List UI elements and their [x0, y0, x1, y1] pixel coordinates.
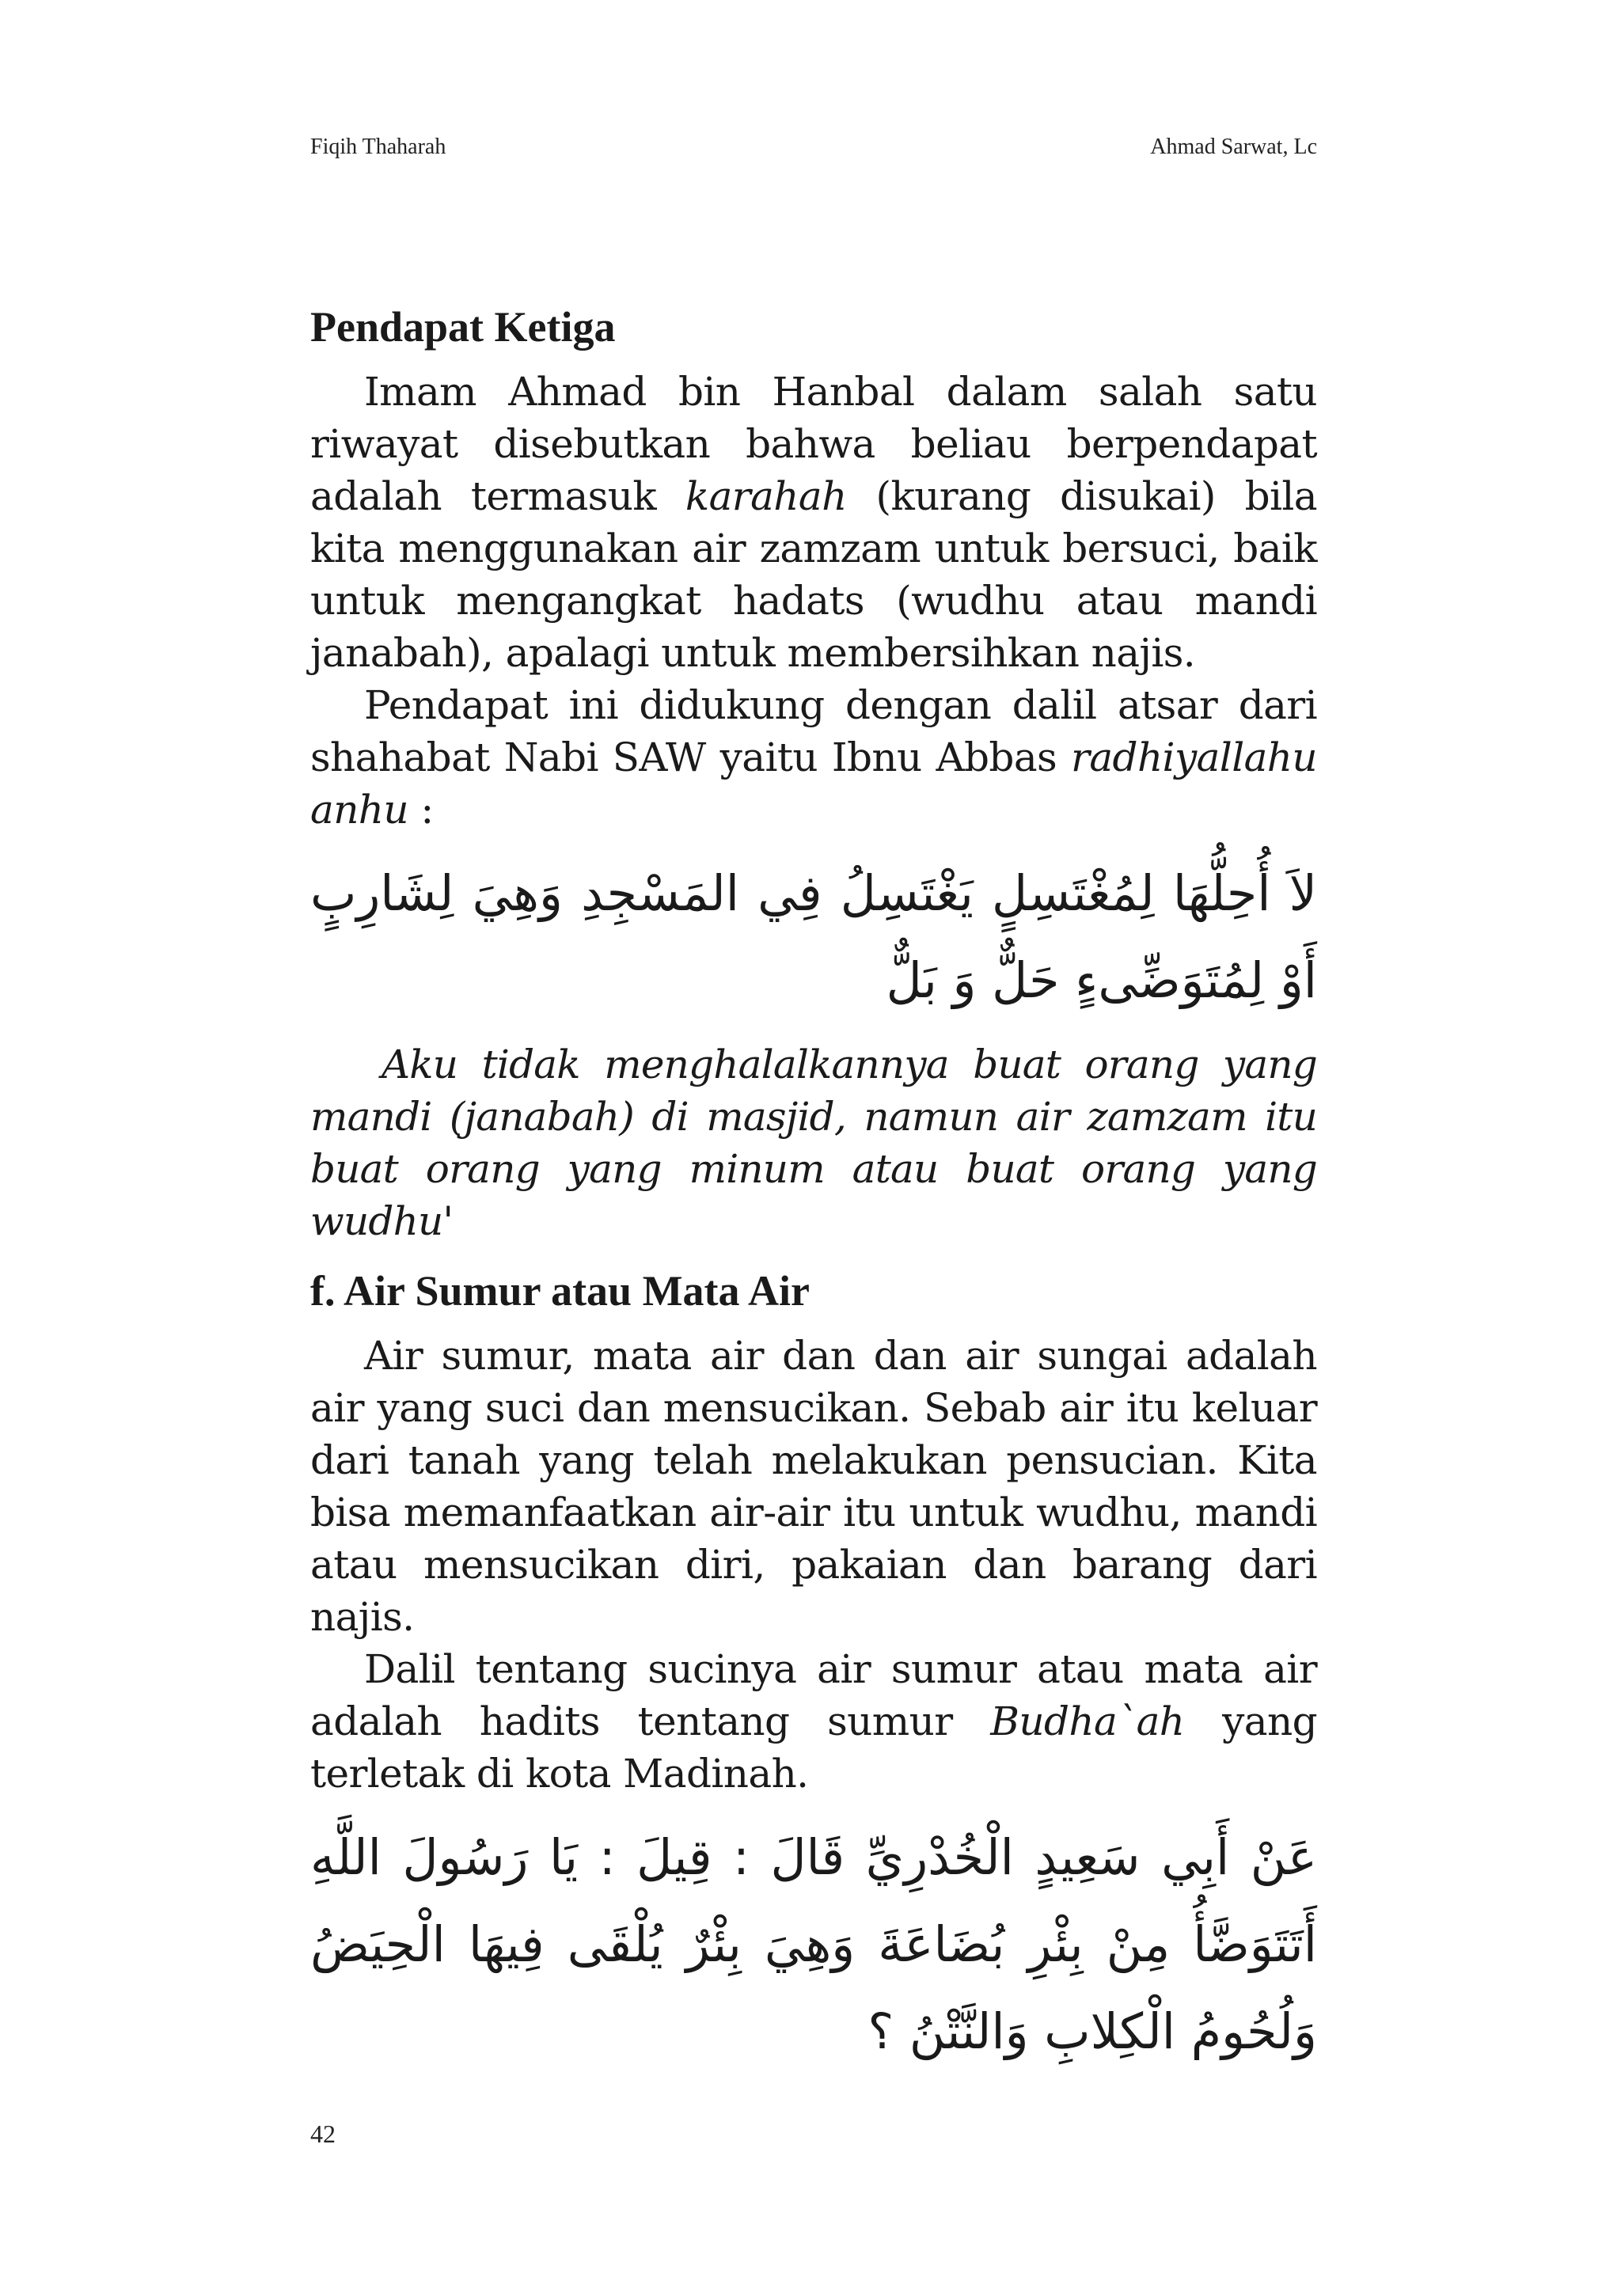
header-book-title: Fiqih Thaharah — [310, 135, 446, 159]
term-karahah: karahah — [685, 473, 847, 519]
arabic-hadits-budhaah: عَنْ أَبِي سَعِيدٍ الْخُدْرِيِّ قَالَ : قِيلَ : يَا رَسُولَ اللَّهِ أَتَتَوَضَّأُ مِنْ بِئْرِ بُضَاعَةَ وَهِيَ بِئْرٌ يُلْقَى فِيهَا الْحِيَضُ وَلُحُومُ الْكِلابِ وَالنَّتْنُ ؟ — [310, 1828, 1317, 2060]
section-heading-pendapat-ketiga: Pendapat Ketiga — [310, 303, 616, 351]
header-author: Ahmad Sarwat, Lc — [1150, 135, 1317, 159]
section-heading-air-sumur: f. Air Sumur atau Mata Air — [310, 1267, 810, 1315]
page-content — [310, 301, 1317, 2075]
paragraph-dalil-atsar: Pendapat ini didukung dengan dalil atsar dari shahabat Nabi SAW yaitu Ibnu Abbas radhiyallahu anhu : — [310, 682, 1317, 833]
translation-atsar: Aku tidak menghalalkannya buat orang yang mandi (janabah) di masjid, namun air zamzam itu buat orang yang minum atau buat orang yang wudhu' — [310, 1042, 1317, 1244]
term-budhaah: Budha`ah — [990, 1698, 1185, 1744]
paragraph-imam-ahmad: Imam Ahmad bin Hanbal dalam salah satu riwayat disebutkan bahwa beliau berpendapat adalah termasuk karahah (kurang disukai) bila kita menggunakan air zamzam untuk bersuci, baik untuk mengangkat hadats (wudhu atau mandi janabah), apalagi untuk membersihkan najis. — [310, 369, 1318, 676]
running-head — [310, 135, 1317, 160]
term-radhiyallahu-anhu: radhiyallahu anhu — [310, 734, 1317, 833]
arabic-atsar-ibnu-abbas: لاَ أُحِلُّهَا لِمُغْتَسِلٍ يَغْتَسِلُ فِي المَسْجِدِ وَهِيَ لِشَارِبٍ أَوْ لِمُتَوَضِّىءٍ حَلٌّ وَ بَلٌّ — [310, 864, 1317, 1009]
paragraph-air-sumur: Air sumur, mata air dan dan air sungai adalah air yang suci dan mensucikan. Sebab air itu keluar dari tanah yang telah melakukan pensucian. Kita bisa memanfaatkan air-air itu untuk wudhu, mandi atau mensucikan diri, pakaian dan barang dari najis. — [310, 1333, 1317, 1640]
page-number: 42 — [310, 2120, 336, 2148]
paragraph-dalil-sumur: Dalil tentang sucinya air sumur atau mata air adalah hadits tentang sumur Budha`ah yang terletak di kota Madinah. — [310, 1646, 1317, 1797]
